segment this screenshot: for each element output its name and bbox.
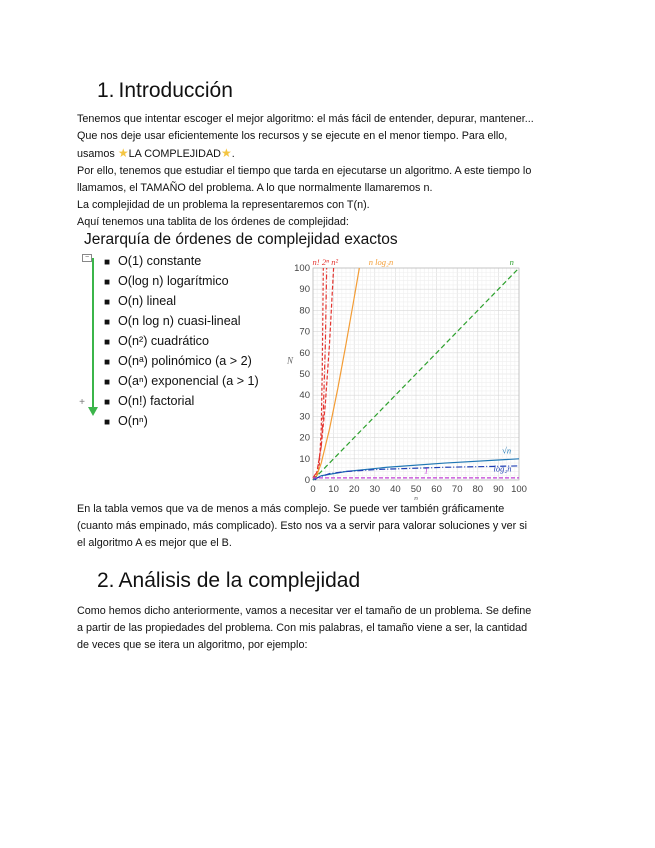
- intro-line: llamamos, el TAMAÑO del problema. A lo que normalmente llamaremos n.: [77, 182, 433, 194]
- x-tick-label: 20: [348, 484, 360, 495]
- bullet-icon: ■: [104, 317, 111, 328]
- y-tick-label: 20: [299, 432, 310, 444]
- list-item: [104, 372, 259, 392]
- expand-toggle-icon[interactable]: +: [79, 397, 85, 408]
- order-label: O(n log n) cuasi-lineal: [118, 314, 241, 328]
- intro-line: Por ello, tenemos que estudiar el tiempo que tarda en ejecutarse un algoritmo. A este tiempo lo: [77, 165, 532, 177]
- complexity-chart-svg: [283, 256, 533, 500]
- section-2-number: 2.: [97, 569, 115, 592]
- x-tick-label: 100: [511, 484, 527, 495]
- down-arrow-line: [92, 258, 94, 410]
- y-tick-label: 10: [299, 453, 310, 465]
- text-line: de veces que se itera un algoritmo, por ejemplo:: [77, 639, 308, 651]
- x-tick-label: 10: [328, 484, 339, 495]
- collapse-toggle-icon[interactable]: −: [82, 254, 92, 262]
- intro-line-3-before: usamos: [77, 148, 118, 160]
- y-tick-label: 70: [299, 326, 310, 338]
- intro-line: Que nos deje usar eficientemente los recursos y se ejecute en el menor tiempo. Para ello,: [77, 130, 508, 142]
- table-explanation-paragraph: [77, 501, 592, 552]
- bullet-icon: ■: [104, 337, 111, 348]
- list-item: [104, 312, 259, 332]
- analysis-paragraph: [77, 603, 592, 654]
- y-axis-label: N: [286, 355, 294, 366]
- list-item: [104, 352, 259, 372]
- x-tick-label: 0: [310, 484, 316, 495]
- y-tick-label: 50: [299, 369, 310, 380]
- complexity-chart: [283, 256, 533, 500]
- order-label: O(n²) cuadrático: [118, 334, 209, 348]
- list-item: [104, 412, 259, 432]
- section-1-title: Introducción: [118, 79, 233, 102]
- series-label: √n: [502, 445, 512, 456]
- text-line: Como hemos dicho anteriormente, vamos a necesitar ver el tamaño de un problema. Se define: [77, 605, 532, 617]
- x-tick-label: 80: [472, 484, 484, 495]
- order-label: O(aⁿ) exponencial (a > 1): [118, 374, 259, 388]
- x-tick-label: 30: [369, 484, 381, 495]
- list-item: [104, 252, 259, 272]
- bullet-icon: ■: [104, 417, 111, 428]
- list-item: [104, 272, 259, 292]
- text-line: el algoritmo A es mejor que el B.: [77, 537, 232, 549]
- list-item: [104, 332, 259, 352]
- bullet-icon: ■: [104, 277, 111, 288]
- y-tick-label: 90: [299, 284, 310, 296]
- series-label: n: [509, 256, 514, 267]
- bullet-icon: ■: [104, 357, 111, 368]
- order-label: O(nⁿ): [118, 414, 148, 428]
- list-item: [104, 392, 259, 412]
- series-label: n!: [312, 256, 320, 267]
- figure-title: Jerarquía de órdenes de complejidad exactos: [84, 231, 398, 248]
- x-axis-label: n: [414, 494, 418, 500]
- section-2-title: Análisis de la complejidad: [118, 569, 361, 592]
- x-tick-label: 40: [390, 484, 401, 495]
- series-label: n²: [331, 256, 339, 267]
- intro-paragraph: [77, 111, 592, 231]
- list-item: [104, 292, 259, 312]
- series-label: n log₂n: [368, 256, 394, 267]
- section-1-number: 1.: [97, 79, 115, 102]
- y-tick-label: 80: [299, 305, 310, 317]
- order-label: O(n) lineal: [118, 294, 177, 308]
- complexity-label: LA COMPLEJIDAD: [128, 148, 221, 160]
- complexity-hierarchy-list: [79, 252, 284, 428]
- y-tick-label: 60: [299, 347, 310, 359]
- orders-list: [104, 252, 259, 432]
- section-1-heading: [97, 79, 233, 103]
- x-tick-label: 90: [493, 484, 504, 495]
- series-label: 2ⁿ: [321, 256, 329, 267]
- x-tick-label: 50: [410, 484, 422, 495]
- section-2-heading: [97, 569, 360, 593]
- series-label: 1: [424, 465, 429, 476]
- y-tick-label: 100: [294, 263, 310, 274]
- x-tick-label: 60: [431, 484, 442, 495]
- order-label: O(n!) factorial: [118, 394, 195, 408]
- intro-line: Tenemos que intentar escoger el mejor algoritmo: el más fácil de entender, depurar, mantener...: [77, 113, 534, 125]
- series-label: log₂n: [493, 463, 512, 474]
- y-tick-label: 30: [299, 411, 310, 423]
- intro-line-3: [77, 145, 592, 163]
- bullet-icon: ■: [104, 397, 111, 408]
- bullet-icon: ■: [104, 377, 111, 388]
- intro-line: La complejidad de un problema la representaremos con T(n).: [77, 199, 370, 211]
- intro-line-3-after: .: [231, 148, 235, 160]
- order-label: O(log n) logarítmico: [118, 274, 229, 288]
- bullet-icon: ■: [104, 297, 111, 308]
- text-line: En la tabla vemos que va de menos a más complejo. Se puede ver también gráficamente: [77, 503, 505, 515]
- order-label: O(1) constante: [118, 254, 202, 268]
- star-icon: ★: [117, 146, 129, 160]
- down-arrow-icon: [88, 407, 98, 416]
- star-icon: ★: [220, 146, 232, 160]
- text-line: (cuanto más empinado, más complicado). Esto nos va a servir para valorar soluciones y ver si: [77, 520, 528, 532]
- bullet-icon: ■: [104, 257, 111, 268]
- x-tick-label: 70: [451, 484, 463, 495]
- order-label: O(nᵃ) polinómico (a > 2): [118, 354, 252, 368]
- y-tick-label: 0: [304, 475, 310, 486]
- intro-line: Aquí tenemos una tablita de los órdenes de complejidad:: [77, 216, 349, 228]
- series-line: [313, 268, 327, 478]
- text-line: a partir de las propiedades del problema. Con mis palabras, el tamaño viene a ser, la cantidad: [77, 622, 528, 634]
- y-tick-label: 40: [299, 390, 310, 402]
